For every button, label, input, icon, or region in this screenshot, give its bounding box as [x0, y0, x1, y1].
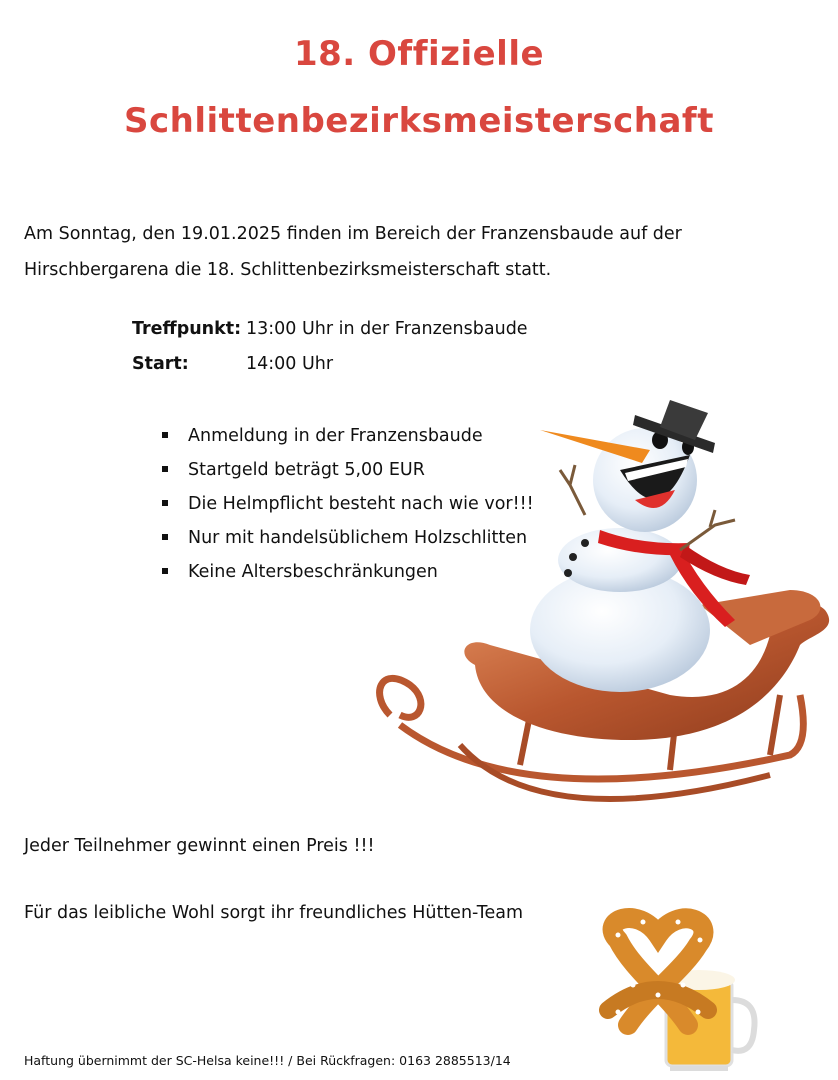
- schedule-value: 13:00 Uhr in der Franzensbaude: [246, 319, 528, 339]
- list-item-text: Nur mit handelsüblichem Holzschlitten: [188, 528, 528, 548]
- bullet-square-icon: [162, 568, 168, 574]
- schedule-meeting-point: [132, 319, 528, 339]
- list-item-text: Startgeld beträgt 5,00 EUR: [188, 460, 425, 480]
- schedule-start: [132, 354, 333, 374]
- list-item-text: Die Helmpflicht besteht nach wie vor!!!: [188, 494, 534, 514]
- schedule-label: Start:: [132, 354, 189, 374]
- bullet-square-icon: [162, 466, 168, 472]
- bullet-square-icon: [162, 534, 168, 540]
- footer-note: Haftung übernimmt der SC-Helsa keine!!! / Bei Rückfragen: 0163 2885513/14: [24, 1053, 511, 1068]
- pretzel-and-beer-illustration: [588, 900, 758, 1072]
- title-line-1: 18. Offizielle: [293, 34, 545, 74]
- schedule-label: Treffpunkt:: [132, 319, 242, 339]
- bullet-square-icon: [162, 432, 168, 438]
- food-text: Für das leibliche Wohl sorgt ihr freundliches Hütten-Team: [24, 903, 523, 923]
- prize-text: Jeder Teilnehmer gewinnt einen Preis !!!: [24, 836, 375, 856]
- bullet-square-icon: [162, 500, 168, 506]
- intro-paragraph: Am Sonntag, den 19.01.2025 finden im Bereich der Franzensbaude auf der Hirschbergarena die 18. Schlittenbezirksmeisterschaft statt.: [24, 224, 682, 280]
- title-line-2: Schlittenbezirksmeisterschaft: [124, 101, 714, 141]
- list-item-text: Anmeldung in der Franzensbaude: [188, 426, 483, 446]
- list-item-text: Keine Altersbeschränkungen: [188, 562, 438, 582]
- snowman-on-sled-illustration: [370, 395, 834, 840]
- schedule-value: 14:00 Uhr: [246, 354, 334, 374]
